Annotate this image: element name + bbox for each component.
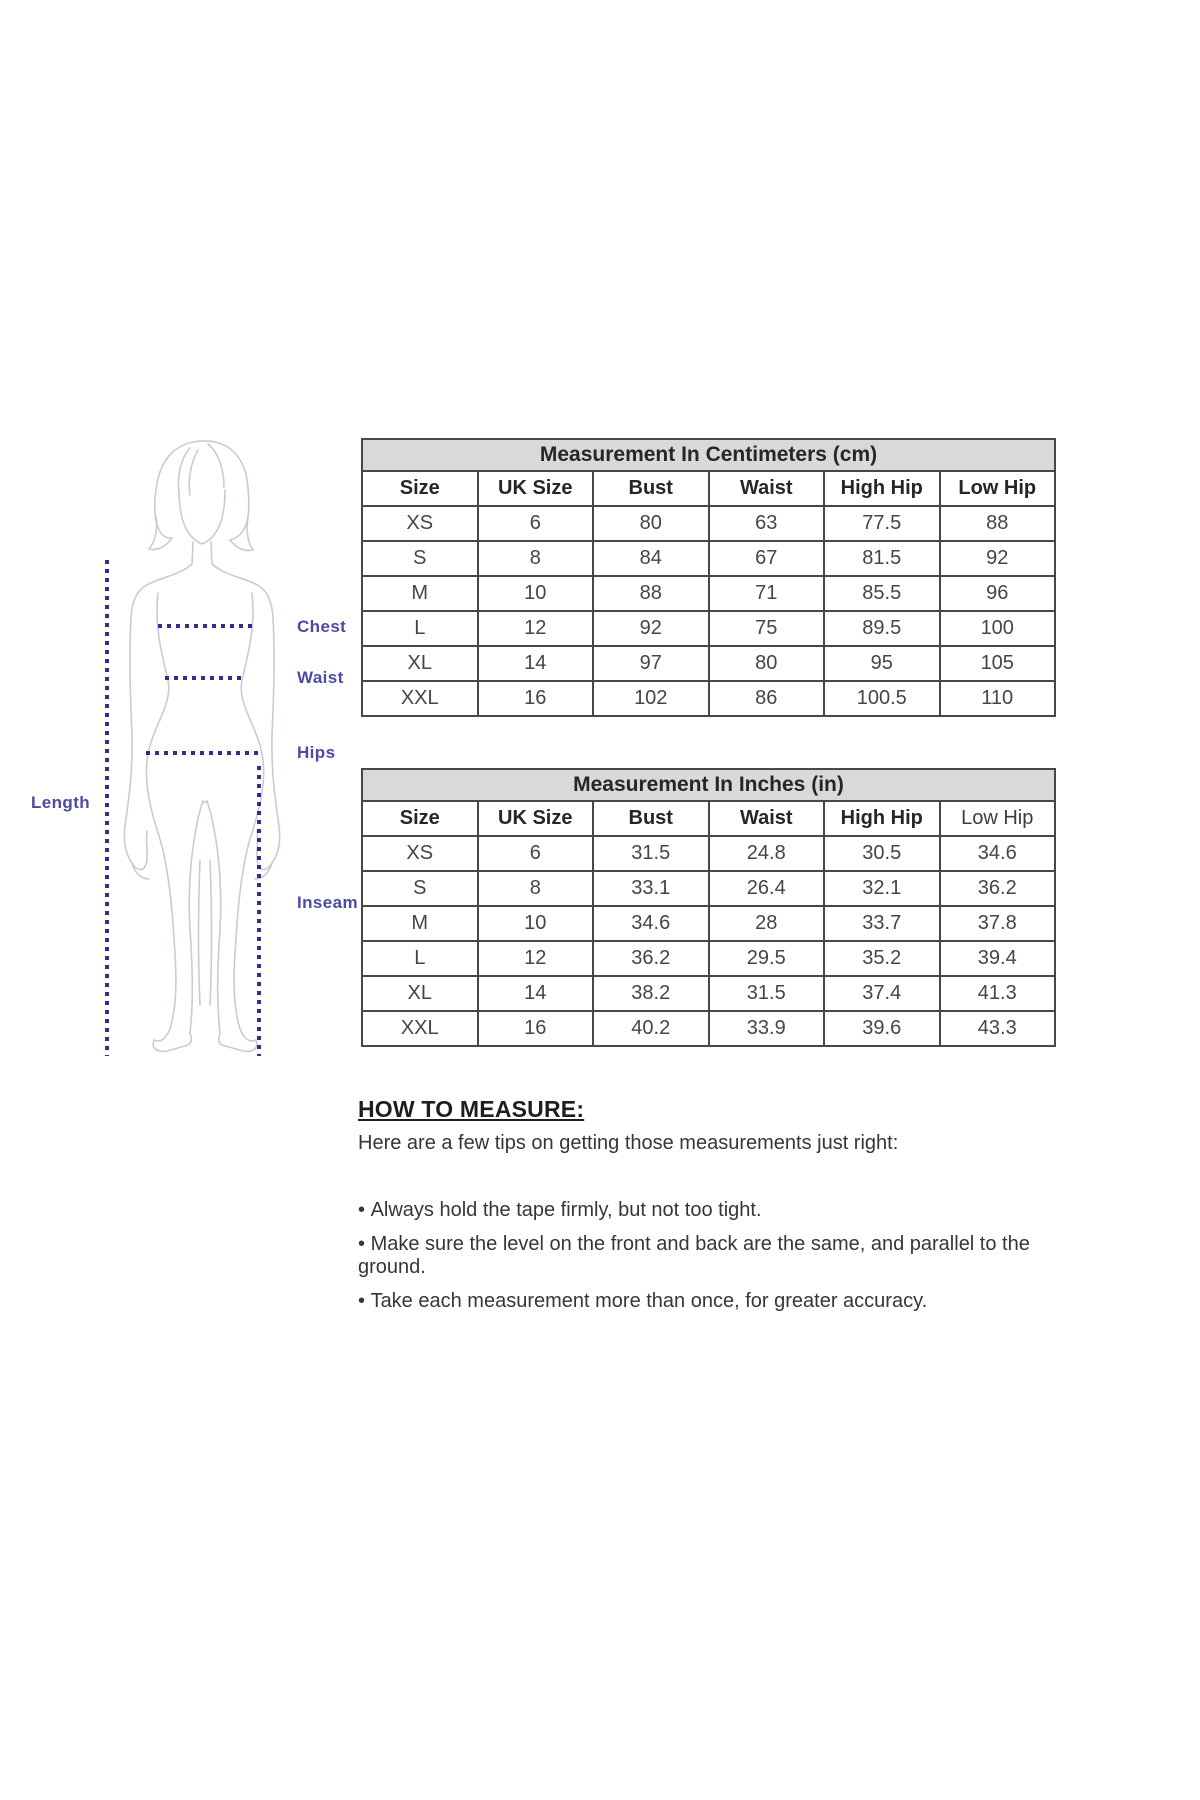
measurement-cell: 34.6 bbox=[940, 836, 1056, 871]
measurement-cell: 92 bbox=[940, 541, 1056, 576]
size-label-cell: XS bbox=[362, 836, 478, 871]
size-row-s bbox=[362, 541, 1055, 576]
waist-label: Waist bbox=[297, 668, 344, 687]
chest-measure-line bbox=[158, 624, 254, 628]
measurement-cell: 75 bbox=[709, 611, 825, 646]
measurement-cell: 80 bbox=[709, 646, 825, 681]
measurement-cell: 88 bbox=[940, 506, 1056, 541]
size-row-xxl bbox=[362, 681, 1055, 716]
size-label-cell: XXL bbox=[362, 681, 478, 716]
size-label-cell: XS bbox=[362, 506, 478, 541]
measurement-cell: 26.4 bbox=[709, 871, 825, 906]
inseam-measure-line bbox=[257, 766, 261, 1056]
table-title-row bbox=[362, 439, 1055, 471]
table-title-row bbox=[362, 769, 1055, 801]
table-header-row bbox=[362, 471, 1055, 506]
measurements-cm-table bbox=[361, 438, 1056, 717]
column-header-waist: Waist bbox=[709, 471, 825, 506]
chest-label: Chest bbox=[297, 617, 347, 636]
hips-measure-line bbox=[146, 751, 263, 755]
table-title: Measurement In Inches (in) bbox=[362, 769, 1055, 801]
measurement-cell: 37.4 bbox=[824, 976, 940, 1011]
measurement-cell: 81.5 bbox=[824, 541, 940, 576]
measurement-cell: 6 bbox=[478, 836, 594, 871]
measurement-cell: 85.5 bbox=[824, 576, 940, 611]
size-label-cell: L bbox=[362, 941, 478, 976]
measurement-cell: 71 bbox=[709, 576, 825, 611]
measurement-cell: 100.5 bbox=[824, 681, 940, 716]
size-row-s bbox=[362, 871, 1055, 906]
size-row-m bbox=[362, 906, 1055, 941]
size-row-m bbox=[362, 576, 1055, 611]
measurement-cell: 16 bbox=[478, 1011, 594, 1046]
column-header-waist: Waist bbox=[709, 801, 825, 836]
measurement-cell: 14 bbox=[478, 646, 594, 681]
measurement-cell: 6 bbox=[478, 506, 594, 541]
measurements-in-table bbox=[361, 768, 1056, 1047]
size-label-cell: XL bbox=[362, 976, 478, 1011]
measurement-cell: 38.2 bbox=[593, 976, 709, 1011]
measurement-cell: 10 bbox=[478, 576, 594, 611]
measurement-cell: 36.2 bbox=[593, 941, 709, 976]
measure-tips-list bbox=[358, 1199, 1038, 1313]
column-header-size: Size bbox=[362, 471, 478, 506]
measurement-cell: 33.9 bbox=[709, 1011, 825, 1046]
measurement-cell: 88 bbox=[593, 576, 709, 611]
measurement-cell: 30.5 bbox=[824, 836, 940, 871]
measurement-cell: 29.5 bbox=[709, 941, 825, 976]
hips-label: Hips bbox=[297, 743, 336, 762]
measurement-cell: 37.8 bbox=[940, 906, 1056, 941]
column-header-uk-size: UK Size bbox=[478, 801, 594, 836]
how-to-measure-section bbox=[358, 1096, 1038, 1324]
size-label-cell: XXL bbox=[362, 1011, 478, 1046]
measurement-cell: 84 bbox=[593, 541, 709, 576]
measurement-cell: 77.5 bbox=[824, 506, 940, 541]
length-measure-line bbox=[105, 560, 109, 1056]
measurement-cell: 8 bbox=[478, 541, 594, 576]
measurement-cell: 28 bbox=[709, 906, 825, 941]
measurement-cell: 40.2 bbox=[593, 1011, 709, 1046]
measurement-cell: 39.4 bbox=[940, 941, 1056, 976]
measurement-cell: 8 bbox=[478, 871, 594, 906]
table-title: Measurement In Centimeters (cm) bbox=[362, 439, 1055, 471]
size-row-xl bbox=[362, 976, 1055, 1011]
measurement-cell: 36.2 bbox=[940, 871, 1056, 906]
measure-tip: • Always hold the tape firmly, but not too tight. bbox=[358, 1199, 1038, 1222]
measurement-cell: 105 bbox=[940, 646, 1056, 681]
size-row-xl bbox=[362, 646, 1055, 681]
size-label-cell: S bbox=[362, 871, 478, 906]
column-header-bust: Bust bbox=[593, 471, 709, 506]
size-row-l bbox=[362, 941, 1055, 976]
measurement-cell: 96 bbox=[940, 576, 1056, 611]
measurement-cell: 32.1 bbox=[824, 871, 940, 906]
size-label-cell: XL bbox=[362, 646, 478, 681]
measurement-cell: 86 bbox=[709, 681, 825, 716]
measurement-cell: 67 bbox=[709, 541, 825, 576]
measurement-cell: 92 bbox=[593, 611, 709, 646]
measurement-cell: 95 bbox=[824, 646, 940, 681]
measurement-cell: 41.3 bbox=[940, 976, 1056, 1011]
measurement-cell: 31.5 bbox=[593, 836, 709, 871]
column-header-low-hip: Low Hip bbox=[940, 471, 1056, 506]
measurement-cell: 63 bbox=[709, 506, 825, 541]
measurement-cell: 10 bbox=[478, 906, 594, 941]
inseam-label: Inseam bbox=[297, 893, 358, 912]
size-label-cell: M bbox=[362, 576, 478, 611]
how-to-measure-intro: Here are a few tips on getting those measurements just right: bbox=[358, 1132, 899, 1154]
how-to-measure-heading: HOW TO MEASURE: bbox=[358, 1096, 585, 1122]
column-header-size: Size bbox=[362, 801, 478, 836]
size-row-l bbox=[362, 611, 1055, 646]
column-header-high-hip: High Hip bbox=[824, 801, 940, 836]
measurement-cell: 12 bbox=[478, 941, 594, 976]
measurement-cell: 97 bbox=[593, 646, 709, 681]
measure-tip: • Take each measurement more than once, for greater accuracy. bbox=[358, 1290, 1038, 1313]
column-header-low-hip: Low Hip bbox=[940, 801, 1056, 836]
female-body-silhouette bbox=[40, 428, 340, 1068]
measurement-cell: 16 bbox=[478, 681, 594, 716]
size-label-cell: L bbox=[362, 611, 478, 646]
size-row-xs bbox=[362, 506, 1055, 541]
waist-measure-line bbox=[165, 676, 241, 680]
measurement-cell: 24.8 bbox=[709, 836, 825, 871]
measurement-cell: 35.2 bbox=[824, 941, 940, 976]
column-header-high-hip: High Hip bbox=[824, 471, 940, 506]
measurement-cell: 100 bbox=[940, 611, 1056, 646]
measurement-cell: 33.1 bbox=[593, 871, 709, 906]
measurement-cell: 34.6 bbox=[593, 906, 709, 941]
measurement-cell: 31.5 bbox=[709, 976, 825, 1011]
measurement-cell: 102 bbox=[593, 681, 709, 716]
length-label: Length bbox=[31, 793, 91, 812]
measurement-cell: 14 bbox=[478, 976, 594, 1011]
measure-tip: • Make sure the level on the front and back are the same, and parallel to the ground. bbox=[358, 1233, 1038, 1279]
measurement-cell: 80 bbox=[593, 506, 709, 541]
measurement-cell: 39.6 bbox=[824, 1011, 940, 1046]
measurement-cell: 33.7 bbox=[824, 906, 940, 941]
measurement-cell: 43.3 bbox=[940, 1011, 1056, 1046]
column-header-bust: Bust bbox=[593, 801, 709, 836]
size-row-xs bbox=[362, 836, 1055, 871]
size-row-xxl bbox=[362, 1011, 1055, 1046]
measurement-cell: 110 bbox=[940, 681, 1056, 716]
table-header-row bbox=[362, 801, 1055, 836]
size-label-cell: S bbox=[362, 541, 478, 576]
body-measurement-diagram bbox=[0, 0, 360, 1120]
column-header-uk-size: UK Size bbox=[478, 471, 594, 506]
measurement-cell: 12 bbox=[478, 611, 594, 646]
measurement-cell: 89.5 bbox=[824, 611, 940, 646]
size-label-cell: M bbox=[362, 906, 478, 941]
